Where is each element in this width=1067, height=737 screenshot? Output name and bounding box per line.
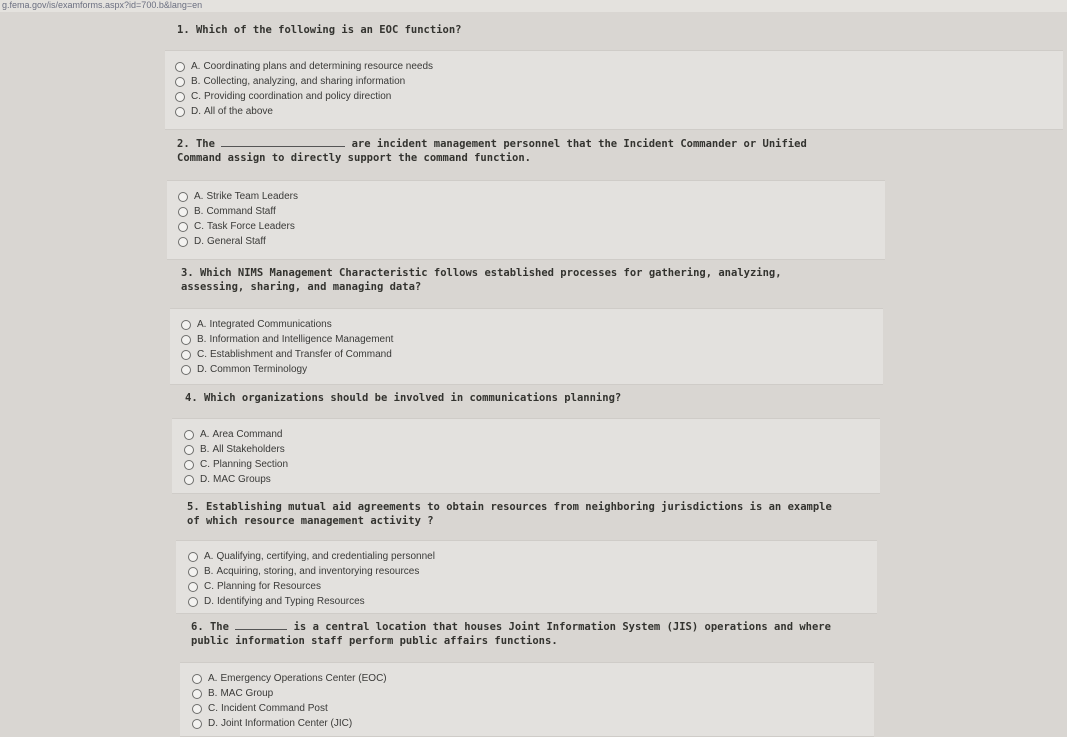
option-label: Coordinating plans and determining resource needs <box>203 61 434 72</box>
option-letter: B. <box>197 334 207 345</box>
option-label: All Stakeholders <box>212 444 285 455</box>
option-3a[interactable] <box>181 317 883 332</box>
option-5c[interactable] <box>188 579 877 594</box>
option-letter: A. <box>194 191 204 202</box>
option-label: Incident Command Post <box>221 703 328 714</box>
option-4a[interactable] <box>184 427 880 442</box>
question-stem-line2: of which resource management activity ? <box>187 515 434 527</box>
question-number: 5. <box>187 501 200 513</box>
radio-button[interactable] <box>188 597 198 607</box>
question-stem-start: The <box>209 621 229 633</box>
option-label: Qualifying, certifying, and credentialing personnel <box>216 551 435 562</box>
option-label: Integrated Communications <box>209 319 332 330</box>
option-1b[interactable] <box>175 74 1063 89</box>
question-2-options <box>167 180 885 260</box>
radio-button[interactable] <box>175 107 185 117</box>
radio-button[interactable] <box>184 460 194 470</box>
option-letter: D. <box>191 106 201 117</box>
option-letter: C. <box>194 221 204 232</box>
radio-button[interactable] <box>184 430 194 440</box>
option-letter: A. <box>208 673 218 684</box>
option-6b[interactable] <box>192 686 874 701</box>
option-3c[interactable] <box>181 347 883 362</box>
option-letter: C. <box>204 581 214 592</box>
question-stem-end: are incident management personnel that the Incident Commander or Unified <box>351 138 807 150</box>
option-4b[interactable] <box>184 442 880 457</box>
option-letter: A. <box>204 551 214 562</box>
option-label: Providing coordination and policy direction <box>204 91 392 102</box>
question-4-text <box>185 391 621 405</box>
question-number: 3. <box>181 267 194 279</box>
address-bar[interactable]: g.fema.gov/is/examforms.aspx?id=700.b&lang=en <box>0 0 1067 12</box>
option-letter: B. <box>194 206 204 217</box>
question-4-options <box>172 418 880 494</box>
question-3-options <box>170 308 883 385</box>
option-letter: C. <box>191 91 201 102</box>
question-number: 6. <box>191 621 204 633</box>
option-1a[interactable] <box>175 59 1063 74</box>
option-4d[interactable] <box>184 472 880 487</box>
radio-button[interactable] <box>192 719 202 729</box>
question-stem: Which organizations should be involved in communications planning? <box>203 392 622 404</box>
radio-button[interactable] <box>178 192 188 202</box>
question-stem-line2: Command assign to directly support the command function. <box>177 152 532 164</box>
option-2b[interactable] <box>178 204 885 219</box>
option-3d[interactable] <box>181 362 883 377</box>
question-number: 2. <box>177 138 190 150</box>
question-6-text <box>191 620 831 648</box>
radio-button[interactable] <box>188 552 198 562</box>
option-letter: D. <box>204 596 214 607</box>
question-stem: Establishing mutual aid agreements to obtain resources from neighboring jurisdictions is an example <box>205 501 832 513</box>
option-label: Strike Team Leaders <box>206 191 298 202</box>
radio-button[interactable] <box>181 320 191 330</box>
option-label: General Staff <box>207 236 266 247</box>
radio-button[interactable] <box>181 365 191 375</box>
option-label: Area Command <box>212 429 283 440</box>
fill-in-blank <box>235 620 287 630</box>
option-letter: B. <box>191 76 201 87</box>
option-label: Identifying and Typing Resources <box>217 596 365 607</box>
option-6a[interactable] <box>192 671 874 686</box>
question-1-text <box>177 23 462 37</box>
question-number: 1. <box>177 24 190 36</box>
option-1d[interactable] <box>175 104 1063 119</box>
option-letter: C. <box>208 703 218 714</box>
question-stem-line2: assessing, sharing, and managing data? <box>181 281 422 293</box>
option-letter: D. <box>208 718 218 729</box>
option-6c[interactable] <box>192 701 874 716</box>
radio-button[interactable] <box>175 77 185 87</box>
radio-button[interactable] <box>181 335 191 345</box>
radio-button[interactable] <box>178 207 188 217</box>
radio-button[interactable] <box>192 674 202 684</box>
question-6-options <box>180 662 874 737</box>
option-letter: C. <box>197 349 207 360</box>
question-stem-end: is a central location that houses Joint Information System (JIS) operations and where <box>293 621 831 633</box>
option-letter: A. <box>197 319 207 330</box>
option-2d[interactable] <box>178 234 885 249</box>
fill-in-blank <box>221 137 345 147</box>
radio-button[interactable] <box>175 92 185 102</box>
radio-button[interactable] <box>184 475 194 485</box>
option-letter: B. <box>208 688 218 699</box>
radio-button[interactable] <box>178 237 188 247</box>
option-label: Information and Intelligence Management <box>209 334 394 345</box>
option-3b[interactable] <box>181 332 883 347</box>
question-5-options <box>176 540 877 614</box>
question-3-text <box>181 266 782 294</box>
option-label: MAC Group <box>220 688 274 699</box>
option-label: Common Terminology <box>210 364 308 375</box>
option-label: Task Force Leaders <box>207 221 295 232</box>
option-label: Planning for Resources <box>217 581 321 592</box>
question-stem: Which of the following is an EOC function? <box>195 24 462 36</box>
option-letter: D. <box>197 364 207 375</box>
question-stem: Which NIMS Management Characteristic follows established processes for gathering, analyzing, <box>199 267 782 279</box>
question-stem-line2: public information staff perform public affairs functions. <box>191 635 558 647</box>
option-label: Collecting, analyzing, and sharing information <box>203 76 406 87</box>
option-letter: A. <box>200 429 210 440</box>
question-2-text <box>177 137 807 165</box>
radio-button[interactable] <box>188 582 198 592</box>
option-label: Joint Information Center (JIC) <box>221 718 353 729</box>
option-label: Establishment and Transfer of Command <box>210 349 392 360</box>
option-letter: D. <box>194 236 204 247</box>
option-label: MAC Groups <box>213 474 271 485</box>
option-2a[interactable] <box>178 189 885 204</box>
option-letter: A. <box>191 61 201 72</box>
question-number: 4. <box>185 392 198 404</box>
option-label: Command Staff <box>206 206 276 217</box>
option-label: Emergency Operations Center (EOC) <box>220 673 387 684</box>
option-letter: B. <box>204 566 214 577</box>
option-5d[interactable] <box>188 594 877 609</box>
radio-button[interactable] <box>178 222 188 232</box>
option-label: Acquiring, storing, and inventorying resources <box>216 566 420 577</box>
question-5-text <box>187 500 832 528</box>
option-1c[interactable] <box>175 89 1063 104</box>
question-1-options <box>165 50 1063 130</box>
option-letter: B. <box>200 444 210 455</box>
question-stem-start: The <box>195 138 215 150</box>
option-letter: D. <box>200 474 210 485</box>
option-label: Planning Section <box>213 459 289 470</box>
option-5b[interactable] <box>188 564 877 579</box>
option-letter: C. <box>200 459 210 470</box>
radio-button[interactable] <box>188 567 198 577</box>
radio-button[interactable] <box>192 704 202 714</box>
radio-button[interactable] <box>181 350 191 360</box>
option-label: All of the above <box>204 106 273 117</box>
radio-button[interactable] <box>175 62 185 72</box>
option-4c[interactable] <box>184 457 880 472</box>
option-5a[interactable] <box>188 549 877 564</box>
option-2c[interactable] <box>178 219 885 234</box>
option-6d[interactable] <box>192 716 874 731</box>
radio-button[interactable] <box>184 445 194 455</box>
radio-button[interactable] <box>192 689 202 699</box>
